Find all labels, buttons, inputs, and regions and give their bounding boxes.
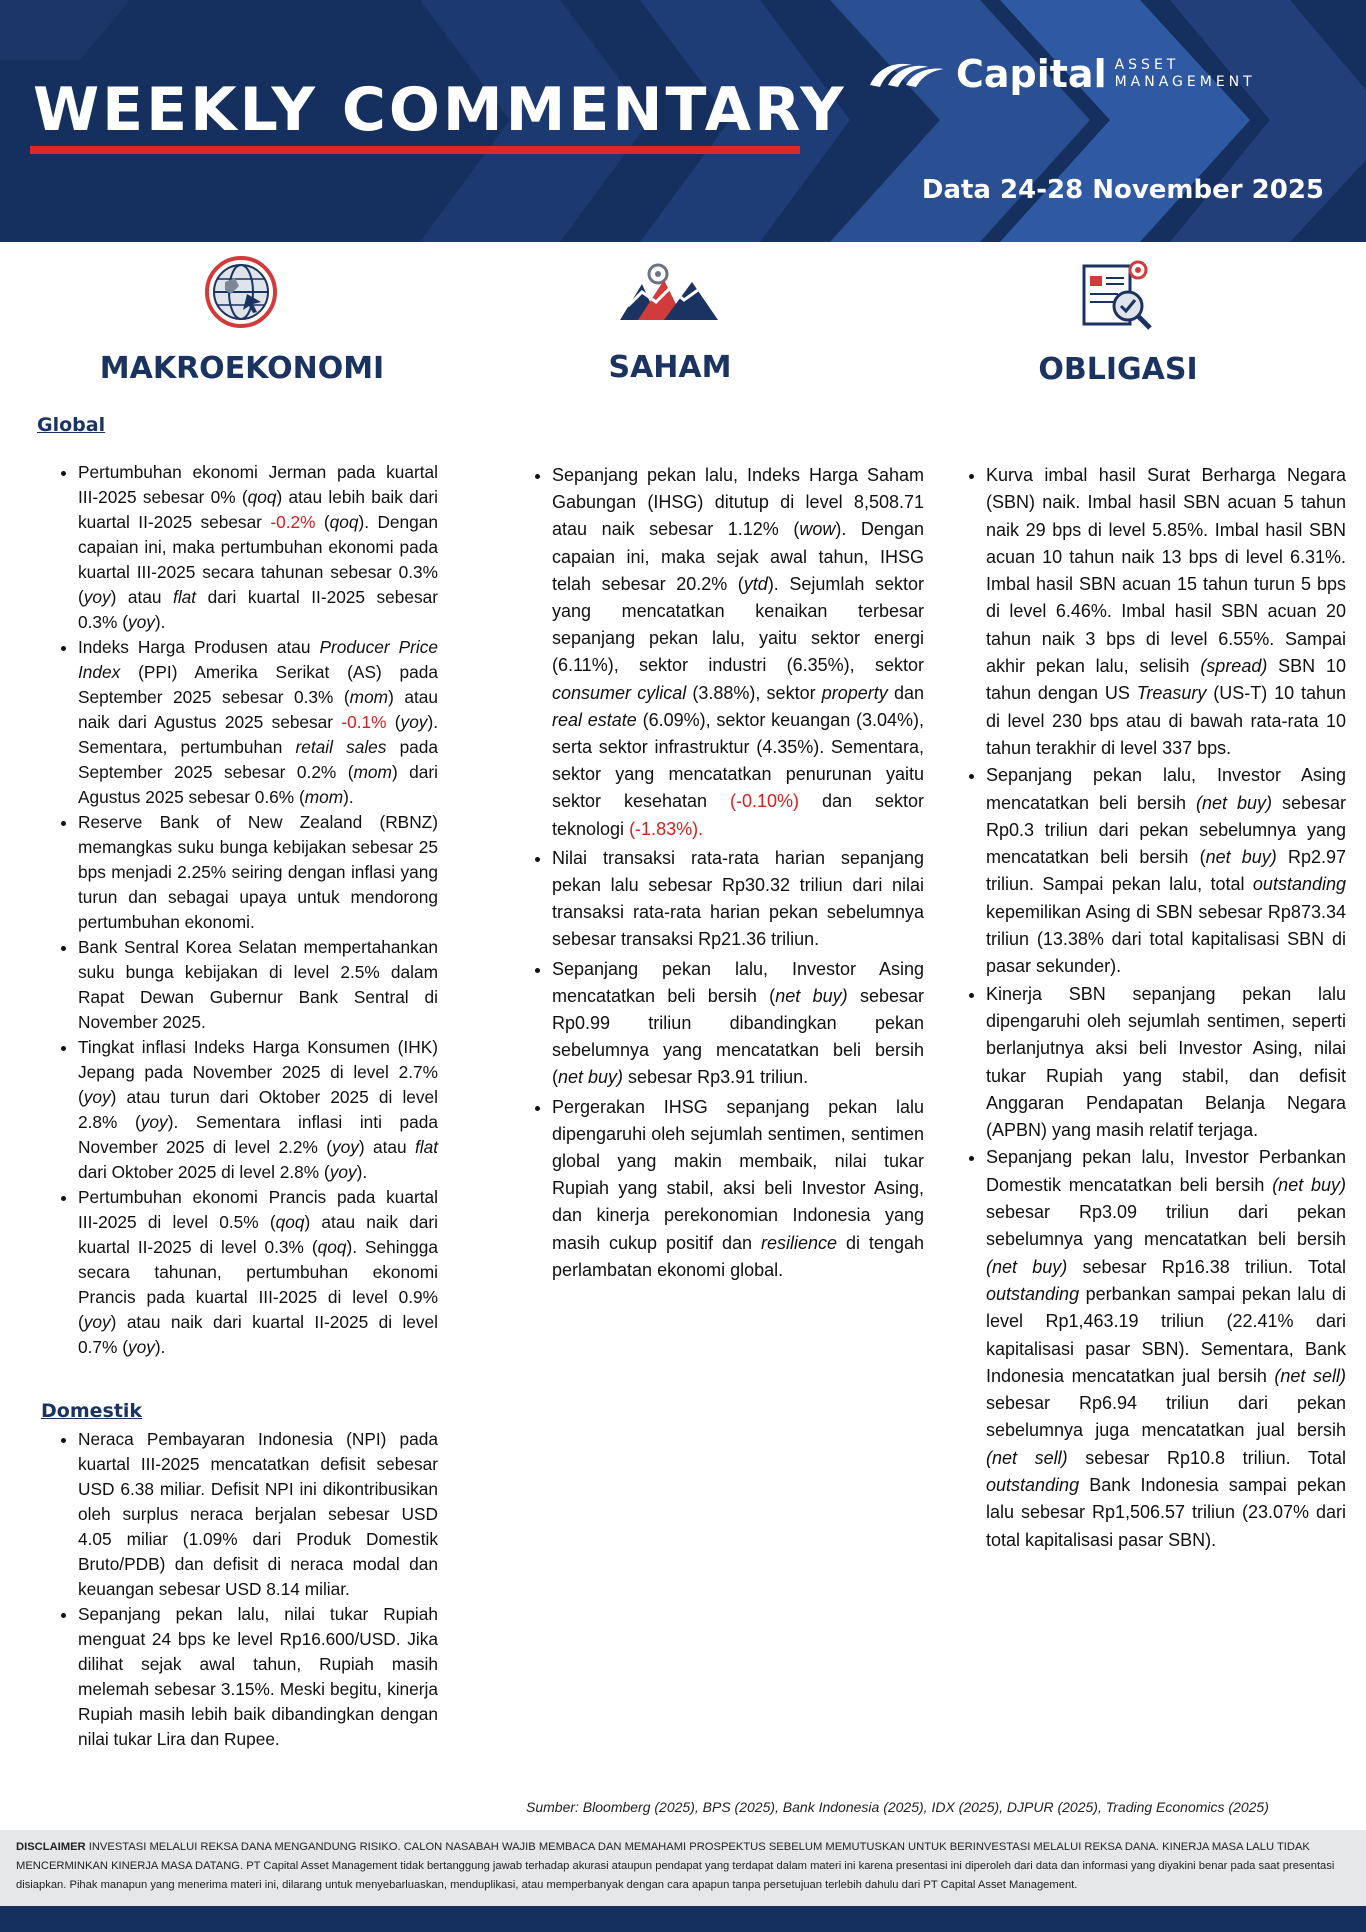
list-item: • Sepanjang pekan lalu, nilai tukar Rupiah menguat 24 bps ke level Rp16.600/USD. Jika dilihat sejak awal tahun, Rupiah masih melemah sebesar 3.15%. Meski begitu, kinerja Rupiah masih lebih baik dibandingkan dengan nilai tukar Lira dan Rupee. <box>78 1602 438 1752</box>
list-item: • Indeks Harga Produsen atau Producer Price Index (PPI) Amerika Serikat (AS) pada September 2025 sebesar 0.3% (mom) atau naik dari Agustus 2025 sebesar -0.1% (yoy). Sementara, pertumbuhan retail sales pada September 2025 sebesar 0.2% (mom) dari Agustus 2025 sebesar 0.6% (mom). <box>78 635 438 810</box>
footer-bar <box>0 1906 1366 1932</box>
logo-sub-line-2: MANAGEMENT <box>1114 74 1256 90</box>
list-item: • Neraca Pembayaran Indonesia (NPI) pada kuartal III-2025 mencatatkan defisit sebesar USD 6.38 miliar. Defisit NPI ini dikontribusikan oleh surplus neraca berjalan sebesar USD 4.05 miliar (1.09% dari Produk Domestik Bruto/PDB) dan defisit di neraca modal dan keuangan sebesar USD 8.14 miliar. <box>78 1427 438 1602</box>
list-item: • Sepanjang pekan lalu, Investor Perbankan Domestik mencatatkan beli bersih (net buy) sebesar Rp3.09 triliun dari pekan sebelumnya yang mencatatkan beli bersih (net buy) sebesar Rp16.38 triliun. Total outstanding perbankan sampai pekan lalu di level Rp1,463.19 triliun (22.41% dari kapitalisasi pasar SBN). Sementara, Bank Indonesia mencatatkan jual bersih (net sell) sebesar Rp6.94 triliun dari pekan sebelumnya juga mencatatkan jual bersih (net sell) sebesar Rp10.8 triliun. Total outstanding Bank Indonesia sampai pekan lalu sebesar Rp1,506.57 triliun (23.07% dari total kapitalisasi pasar SBN). <box>986 1144 1346 1553</box>
title-underline <box>30 146 800 154</box>
document-analysis-icon <box>1078 256 1162 332</box>
company-logo <box>868 52 1256 96</box>
global-news-list <box>56 460 438 1360</box>
logo-wordmark: Capital <box>956 52 1107 96</box>
source-note: Sumber: Bloomberg (2025), BPS (2025), Bank Indonesia (2025), IDX (2025), DJPUR (2025), Trading Economics (2025) <box>526 1799 1269 1815</box>
list-item: • Sepanjang pekan lalu, Indeks Harga Saham Gabungan (IHSG) ditutup di level 8,508.71 atau naik sebesar 1.12% (wow). Dengan capaian ini, maka sejak awal tahun, IHSG telah sebesar 20.2% (ytd). Sejumlah sektor yang mencatatkan kenaikan terbesar sepanjang pekan lalu, yaitu sektor energi (6.11%), sektor industri (6.35%), sektor consumer cylical (3.88%), sektor property dan real estate (6.09%), sektor keuangan (3.04%), serta sektor infrastruktur (4.35%). Sementara, sektor yang mencatatkan penurunan yaitu sektor kesehatan (-0.10%) dan sektor teknologi (-1.83%). <box>552 462 924 843</box>
saham-news-list <box>530 462 924 1286</box>
report-title: WEEKLY COMMENTARY <box>33 75 847 145</box>
list-item: • Sepanjang pekan lalu, Investor Asing mencatatkan beli bersih (net buy) sebesar Rp0.3 triliun dari pekan sebelumnya yang mencatatkan beli bersih (net buy) Rp2.97 triliun. Sampai pekan lalu, total outstanding kepemilikan Asing di SBN sebesar Rp873.34 triliun (13.38% dari total kapitalisasi SBN di pasar sekunder). <box>986 762 1346 980</box>
obligasi-heading: OBLIGASI <box>1038 352 1198 387</box>
globe-icon <box>203 254 279 330</box>
logo-subtitle <box>1115 57 1256 91</box>
disclaimer-box <box>0 1830 1366 1906</box>
obligasi-news-list <box>964 462 1346 1554</box>
list-item: • Nilai transaksi rata-rata harian sepanjang pekan lalu sebesar Rp30.32 triliun dari nilai transaksi rata-rata harian pekan sebelumnya sebesar transaksi Rp21.36 triliun. <box>552 845 924 954</box>
list-item: • Kurva imbal hasil Surat Berharga Negara (SBN) naik. Imbal hasil SBN acuan 5 tahun naik 29 bps di level 5.85%. Imbal hasil SBN acuan 10 tahun naik 13 bps di level 6.31%. Imbal hasil SBN acuan 15 tahun turun 5 bps di level 6.46%. Imbal hasil SBN acuan 20 tahun naik 3 bps di level 6.55%. Sampai akhir pekan lalu, selisih (spread) SBN 10 tahun dengan US Treasury (US-T) 10 tahun di level 230 bps atau di bawah rata-rata 10 tahun terakhir di level 337 bps. <box>986 462 1346 762</box>
list-item: • Pergerakan IHSG sepanjang pekan lalu dipengaruhi oleh sejumlah sentimen, sentimen global yang makin membaik, nilai tukar Rupiah yang stabil, aksi beli Investor Asing, dan kinerja perekonomian Indonesia yang masih cukup positif dan resilience di tengah perlambatan ekonomi global. <box>552 1094 924 1284</box>
list-item: • Pertumbuhan ekonomi Prancis pada kuartal III-2025 di level 0.5% (qoq) atau naik dari kuartal II-2025 di level 0.3% (qoq). Sehingga secara tahunan, pertumbuhan ekonomi Prancis pada kuartal III-2025 di level 0.9% (yoy) atau naik dari kuartal II-2025 di level 0.7% (yoy). <box>78 1185 438 1360</box>
makroekonomi-heading: MAKROEKONOMI <box>99 351 385 386</box>
list-item: • Sepanjang pekan lalu, Investor Asing mencatatkan beli bersih (net buy) sebesar Rp0.99 triliun dibandingkan pekan sebelumnya yang mencatatkan beli bersih (net buy) sebesar Rp3.91 triliun. <box>552 956 924 1092</box>
disclaimer-label: DISCLAIMER <box>16 1841 86 1853</box>
saham-heading: SAHAM <box>608 350 732 385</box>
list-item: • Kinerja SBN sepanjang pekan lalu dipengaruhi oleh sejumlah sentimen, seperti berlanjutnya aksi beli Investor Asing, nilai tukar Rupiah yang stabil, dan defisit Anggaran Pendapatan Belanja Negara (APBN) yang masih relatif terjaga. <box>986 981 1346 1145</box>
list-item: • Reserve Bank of New Zealand (RBNZ) memangkas suku bunga kebijakan sebesar 25 bps menjadi 2.25% seiring dengan inflasi yang turun dan sebagai upaya untuk mendorong pertumbuhan ekonomi. <box>78 810 438 935</box>
domestik-news-list <box>56 1427 438 1752</box>
mountain-chart-icon <box>618 262 720 322</box>
domestik-subheading: Domestik <box>41 1400 143 1422</box>
report-period: Data 24-28 November 2025 <box>921 175 1324 205</box>
logo-swoosh-icon <box>868 57 946 91</box>
list-item: • Bank Sentral Korea Selatan mempertahankan suku bunga kebijakan di level 2.5% dalam Rapat Dewan Gubernur Bank Sentral di November 2025. <box>78 935 438 1035</box>
logo-sub-line-1: ASSET <box>1114 57 1180 73</box>
header-banner <box>0 0 1366 242</box>
list-item: • Tingkat inflasi Indeks Harga Konsumen (IHK) Jepang pada November 2025 di level 2.7% (yoy) atau turun dari Oktober 2025 di level 2.8% (yoy). Sementara inflasi inti pada November 2025 di level 2.2% (yoy) atau flat dari Oktober 2025 di level 2.8% (yoy). <box>78 1035 438 1185</box>
list-item: • Pertumbuhan ekonomi Jerman pada kuartal III-2025 sebesar 0% (qoq) atau lebih baik dari kuartal II-2025 sebesar -0.2% (qoq). Dengan capaian ini, maka pertumbuhan ekonomi pada kuartal III-2025 secara tahunan sebesar 0.3% (yoy) atau flat dari kuartal II-2025 sebesar 0.3% (yoy). <box>78 460 438 635</box>
global-subheading: Global <box>37 414 106 436</box>
disclaimer-text: DISCLAIMER INVESTASI MELALUI REKSA DANA MENGANDUNG RISIKO. CALON NASABAH WAJIB MEMBACA DAN MEMAHAMI PROSPEKTUS SEBELUM MEMUTUSKAN UNTUK BERINVESTASI MELALUI REKSA DANA. KINERJA MASA LALU TIDAK MENCERMINKAN KINERJA MASA DATANG. PT Capital Asset Management tidak bertanggung jawab terhadap akurasi ataupun pendapat yang terdapat dalam materi ini karena presentasi ini diperoleh dari data dan informasi yang diyakini benar pada saat presentasi disiapkan. Pihak manapun yang menerima materi ini, dilarang untuk menyebarluaskan, menduplikasi, atau memperbanyak dengan cara apapun tanpa persetujuan terlebih dahulu dari PT Capital Asset Management. <box>16 1841 1335 1891</box>
